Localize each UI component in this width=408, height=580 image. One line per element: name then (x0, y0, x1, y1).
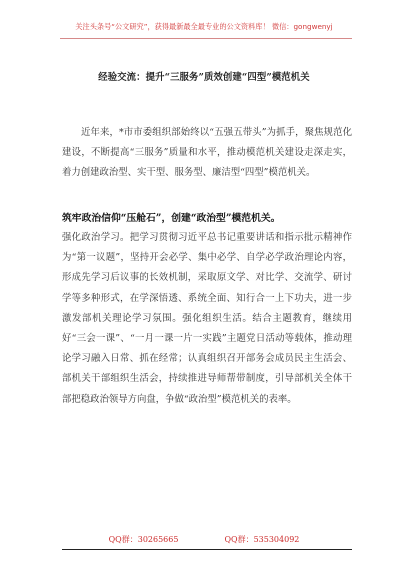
intro-paragraph: 近年来，*市市委组织部始终以“五强五带头”为抓手，聚焦规范化建设，不断提高“三服务”质量和水平，推动模范机关建设走深走实，着力创建政治型、实干型、服务型、廉洁型“四型”模范机关。 (62, 127, 352, 179)
body-paragraph: 强化政治学习。把学习贯彻习近平总书记重要讲话和指示批示精神作为“第一议题”，坚持开会必学、集中必学、自学必学政治理论内容，形成先学习后议事的长效机制，采取原文学、对比学、交流学、研讨学等多种形式，在学深悟透、系统全面、知行合一上下功夫，进一步激发部机关理论学习氛围。强化组织生活。结合主题教育，继续用好“三会一课”、“一月一课一片一实践”主题党日活动等载体，推动理论学习融入日常、抓在经常；认真组织召开部务会成员民主生活会、部机关干部组织生活会，持续推进导师帮带制度，引导部机关全体干部把稳政治领导方向盘，争做“政治型”模范机关的表率。 (62, 232, 352, 405)
document-title: 经验交流：提升“三服务”质效创建“四型”模范机关 (98, 72, 310, 83)
footer-contact (0, 534, 408, 545)
footer-qq-group-1: QQ群：30265665 (108, 535, 179, 544)
header-divider (60, 38, 352, 39)
section-heading: 筑牢政治信仰“压舱石”，创建“政治型”模范机关。 (62, 213, 281, 224)
header-notice: 关注头条号“公文研究”，获得最新最全最专业的公文资料库！ 微信：gongwenyj (75, 22, 333, 31)
footer-qq-group-2: QQ群：535304092 (224, 535, 300, 544)
footer-divider (62, 549, 352, 550)
